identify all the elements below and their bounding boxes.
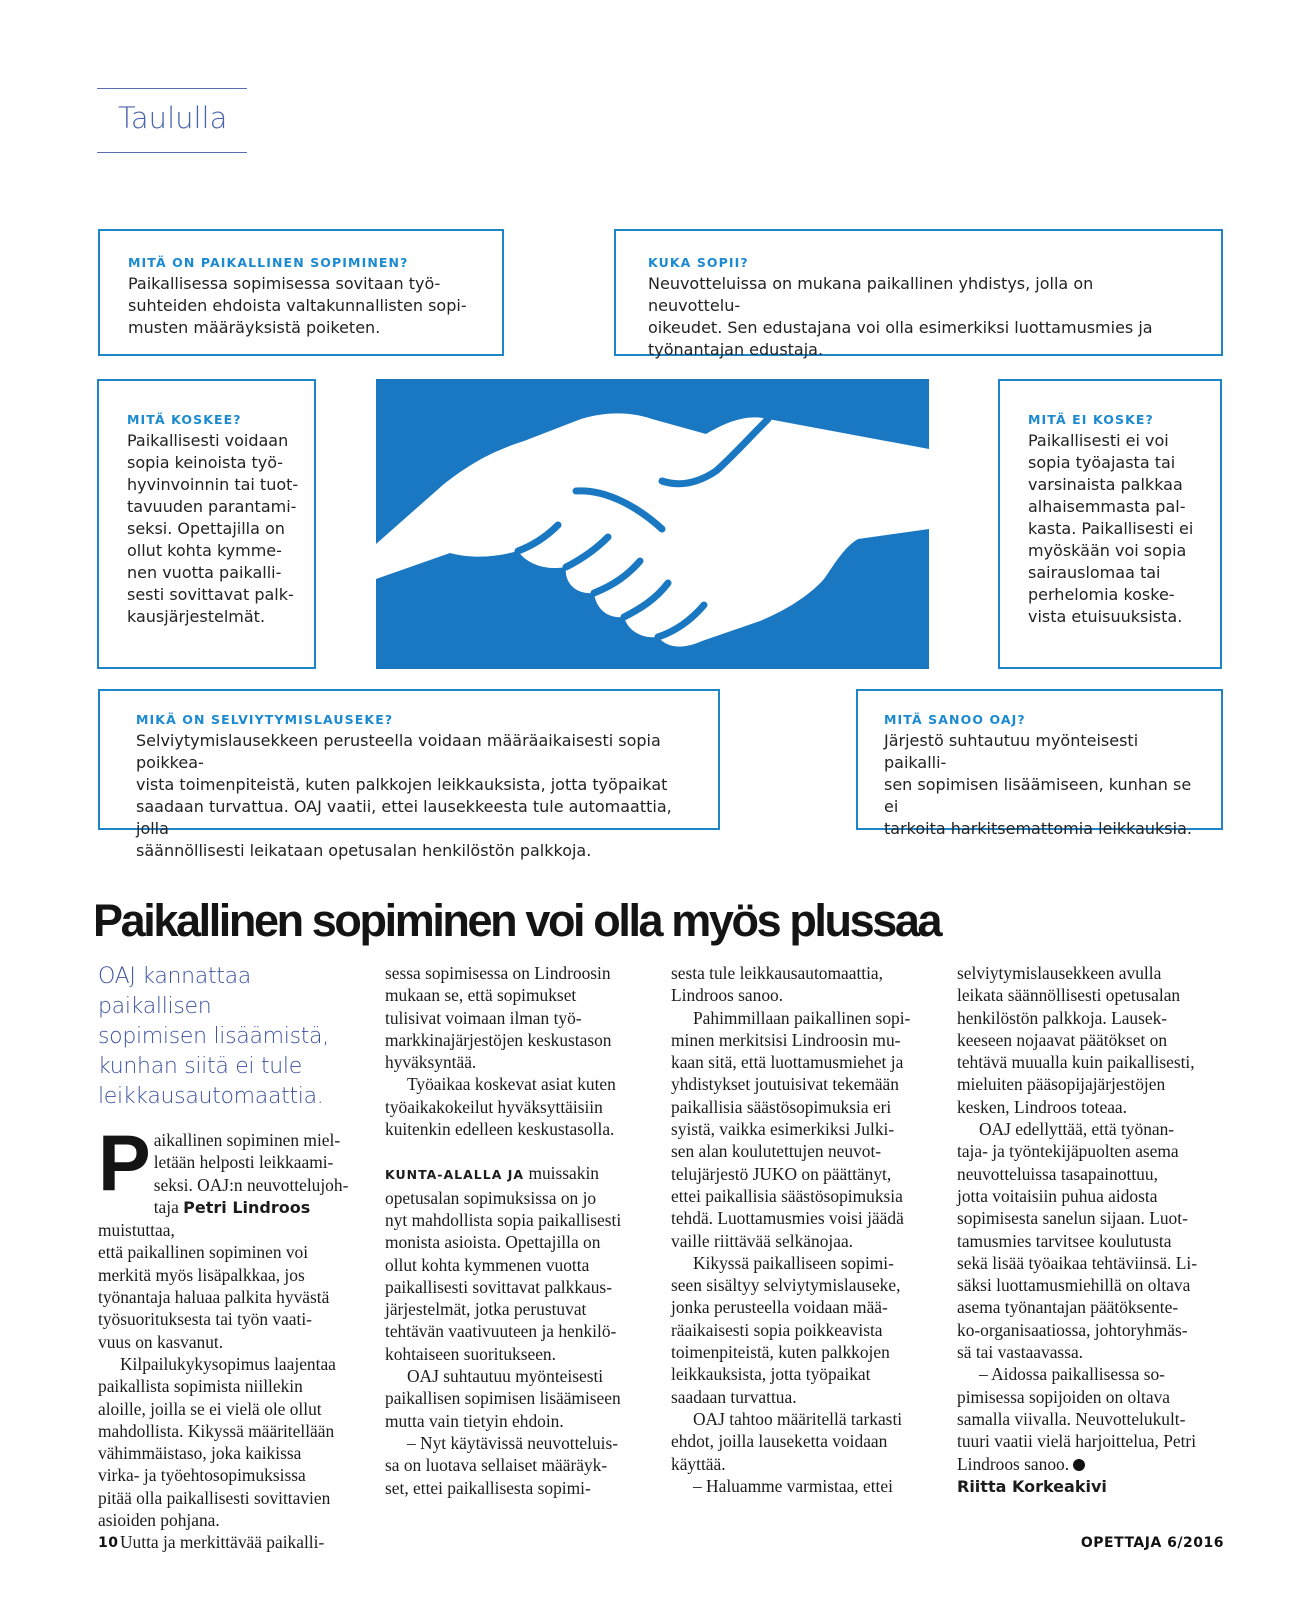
article-paragraph: Uutta ja merkittävää paikalli- <box>120 1532 325 1553</box>
section-rule-bottom <box>97 152 247 153</box>
box-selviytymislauseke <box>98 689 720 860</box>
article-paragraph: sessa sopimisessa on Lindroosin mukaan se, että sopimukset tulisivat voimaan ilman työ- markkinajärjestöjen keskustason hyväksyntää. <box>385 963 612 1073</box>
article-paragraph: OAJ suhtautuu myönteisesti paikallisen sopimisen lisäämiseen mutta vain tietyin ehdoin. <box>385 1366 621 1431</box>
byline-row <box>957 1475 1225 1498</box>
article-paragraph: Pahimmillaan paikallinen sopi- minen merkitsisi Lindroosin mu- kaan sitä, että luottamusmiehet ja yhdistykset joutuisivat tekemään paikallisia säästösopimuksia eri syistä, vaikka esimerkiksi Julki- sen alan koulutettujen neuvot- telujärjestö JUKO on päättänyt, ettei paikallisia säästösopimuksia tehdä. Luottamusmies voisi jäädä vaille riittävää selkänojaa. <box>671 1007 911 1251</box>
article-column-1 <box>98 962 366 1554</box>
article-column-4 <box>957 962 1225 1498</box>
handshake-illustration <box>376 379 929 669</box>
box-kuka-sopii <box>614 229 1223 359</box>
article-headline: Paikallinen sopiminen voi olla myös plussaa <box>93 895 941 946</box>
article-column-2 <box>385 962 653 1499</box>
section-label: Taululla <box>118 101 228 135</box>
box-answer: Selviytymislausekkeen perusteella voidaan määräaikaisesti sopia poikkea- vista toimenpiteistä, kuten palkkojen leikkauksista, jotta työpaikat saadaan turvattua. OAJ vaatii, ettei lausekkeesta tule automaattia, jolla säännöllisesti leikataan opetusalan henkilöstön palkkoja. <box>136 731 672 860</box>
box-mita-on-paikallinen-sopiminen <box>98 229 504 356</box>
box-mita-ei-koske <box>998 379 1222 669</box>
box-answer: Paikallisessa sopimisessa sovitaan työ- suhteiden ehdoista valtakunnallisten sopi- musten määräyksistä poiketen. <box>128 274 467 337</box>
box-question: MITÄ SANOO OAJ? <box>884 712 1026 727</box>
box-answer: Neuvotteluissa on mukana paikallinen yhdistys, jolla on neuvottelu- oikeudet. Sen edustajana voi olla esimerkiksi luottamusmies ja työnantajan edustaja. <box>648 274 1153 359</box>
article-paragraph: KUNTA-ALALLA JA muissakin opetusalan sopimuksissa on jo nyt mahdollista sopia paikallisesti monista asioista. Opettajilla on ollut kohta kymmenen vuotta paikallisesti sovittavat palkkaus- järjestelmät, jotka perustuvat tehtävän vaativuuteen ja henkilö- kohtaiseen suoritukseen. <box>385 1163 622 1364</box>
article-paragraph: Kilpailukykysopimus laajentaa paikallista sopimista niillekin aloille, joilla se ei vielä ole ollut mahdollista. Kikyssä määritellään vähimmäistaso, joka kaikissa virka- ja työehtosopimuksissa pitää olla paikallisesti sovittavien asioiden pohjana. <box>98 1353 336 1531</box>
box-answer: Paikallisesti ei voi sopia työajasta tai varsinaista palkkaa alhaisemmasta pal- kasta. Paikallisesti ei myöskään voi sopia sairauslomaa tai perhelomia koske- vista etuisuuksista. <box>1028 431 1194 626</box>
box-question: MITÄ ON PAIKALLINEN SOPIMINEN? <box>128 255 409 270</box>
byline: Riitta Korkeakivi <box>957 1476 1107 1496</box>
article-lead: OAJ kannattaa paikallisen sopimisen lisäämistä, kunhan siitä ei tule leikkausautomaattia. <box>98 964 329 1109</box>
article-paragraph: – Nyt käytävissä neuvotteluis- sa on luotava sellaiset määräyk- set, ettei paikallisesta sopimi- <box>385 1432 619 1498</box>
article-paragraph: Työaikaa koskevat asiat kuten työaikakokeilut hyväksyttäisiin kuitenkin edelleen keskustasolla. <box>385 1074 616 1140</box>
box-question: MITÄ KOSKEE? <box>127 412 242 427</box>
box-answer: Järjestö suhtautuu myönteisesti paikalli- sen sopimisen lisäämiseen, kunhan se ei tarkoita harkitsemattomia leikkauksia. <box>884 731 1192 838</box>
box-question: MIKÄ ON SELVIYTYMISLAUSEKE? <box>136 712 394 727</box>
article-paragraph: – Haluamme varmistaa, ettei <box>693 1475 893 1496</box>
article-paragraph: OAJ tahtoo määritellä tarkasti ehdot, joilla lauseketta voidaan käyttää. <box>671 1408 903 1474</box>
box-answer: Paikallisesti voidaan sopia keinoista työ- hyvinvoinnin tai tuot- tavuuden parantami- seksi. Opettajilla on ollut kohta kymme- nen vuotta paikalli- sesti sovittavat palk- kausjärjestelmät. <box>127 431 299 626</box>
section-rule-top <box>97 88 247 89</box>
article-subhead: KUNTA-ALALLA JA <box>385 1167 525 1183</box>
box-question: MITÄ EI KOSKE? <box>1028 412 1154 427</box>
end-mark-icon <box>1073 1459 1085 1471</box>
article-paragraph: Paikallinen sopiminen miel- letään helposti leikkaami- seksi. OAJ:n neuvottelujoh- taja Petri Lindroos muistuttaa, että paikallinen sopiminen voi merkitä myös lisäpalkkaa, jos työnantaja haluaa palkita hyvästä työsuorituksesta tai työn vaati- vuus on kasvanut. <box>98 1118 349 1352</box>
article-paragraph: sesta tule leikkausautomaattia, Lindroos sanoo. <box>671 963 883 1006</box>
box-question: KUKA SOPII? <box>648 255 749 270</box>
article-column-3 <box>671 962 939 1497</box>
person-name: Petri Lindroos <box>183 1197 311 1217</box>
article-paragraph: Kikyssä paikalliseen sopimi- seen sisältyy selviytymislauseke, jonka perusteella voidaan mää- räaikaisesti sopia poikkeavista toimenpiteistä, kuten palkkojen leikkauksista, jotta työpaikat saadaan turvattua. <box>671 1252 901 1407</box>
box-mita-sanoo-oaj <box>856 689 1223 838</box>
article-paragraph: selviytymislausekkeen avulla leikata säännöllisesti opetusalan henkilöstön palkkoja. Lausek- keeseen nojaavat päätökset on tehtävä muualla kuin paikallisesti, mieluiten pääsopijajärjestöjen kesken, Lindroos toteaa. <box>957 963 1195 1117</box>
article-paragraph: – Aidossa paikallisessa so- pimisessa sopijoiden on oltava samalla viivalla. Neuvottelukult- tuuri vaatii vielä harjoittelua, Petri Lindroos sanoo. <box>957 1364 1197 1474</box>
page-number: 10 <box>98 1535 119 1551</box>
box-mita-koskee <box>97 379 316 669</box>
article-paragraph: OAJ edellyttää, että työnan- taja- ja työntekijäpuolten asema neuvotteluissa tasapainottuu, jotta voitaisiin puhua aidosta sopimisesta sanelun sijaan. Luot- tamusmies tarvitsee koulutusta sekä lisää työaikaa tehtäviinsä. Li- säksi luottamusmiehillä on oltava asema työnantajan päätöksente- ko-organisaatiossa, johtoryhmäs- sä tai vastaavassa. <box>957 1119 1197 1363</box>
magazine-issue: OPETTAJA 6/2016 <box>1080 1535 1224 1551</box>
drop-cap: P <box>98 1118 151 1207</box>
